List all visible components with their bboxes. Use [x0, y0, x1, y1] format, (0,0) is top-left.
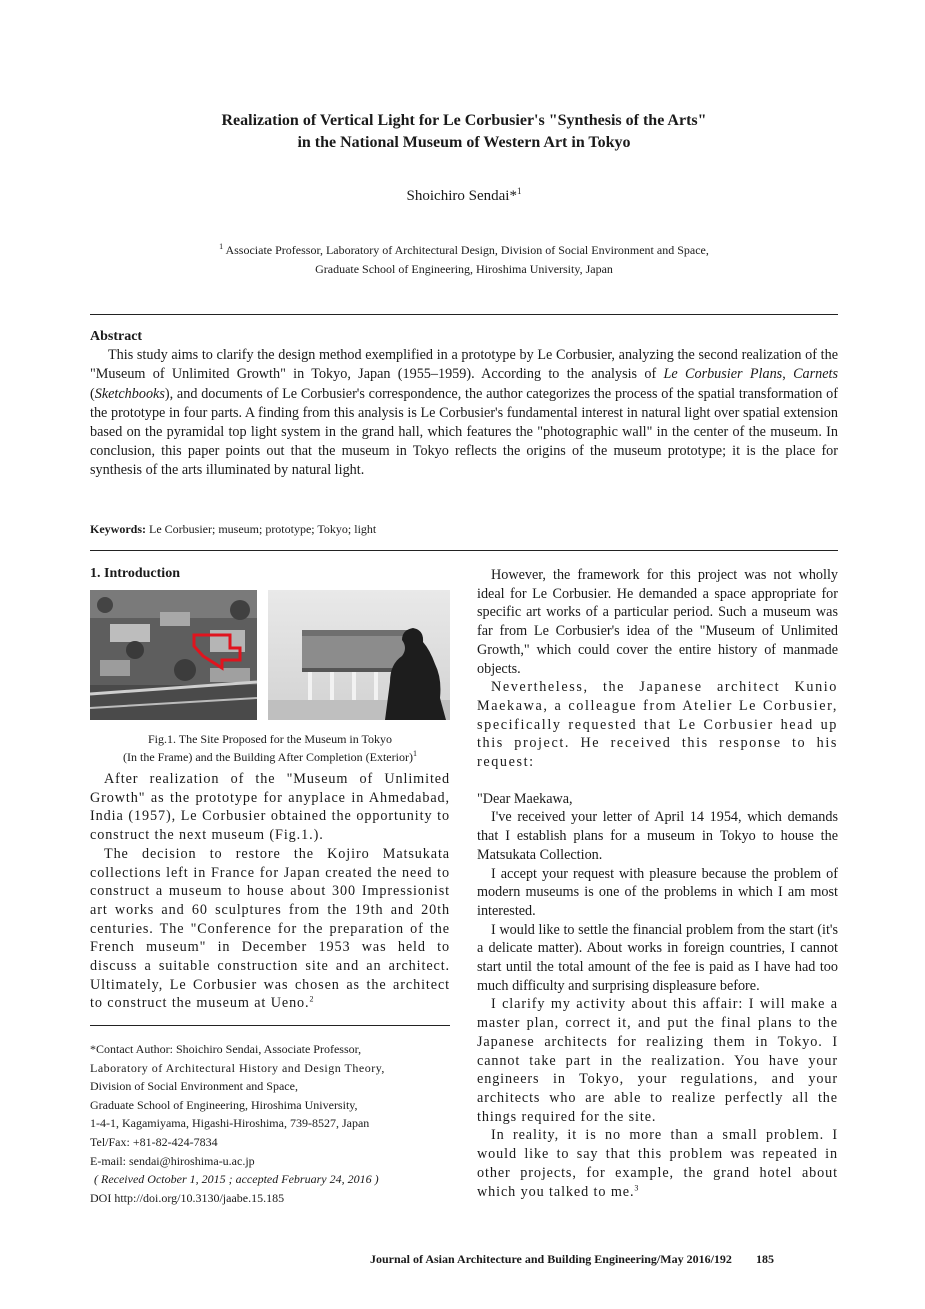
author-mark: 1: [516, 186, 522, 196]
right-paragraph-2: Nevertheless, the Japanese architect Kunio Maekawa, a colleague from Atelier Le Corbusier, specifically requested that Le Corbusier head up this project. He received this response to his request:: [477, 679, 838, 771]
letter-paragraph-1: I've received your letter of April 14 1954, which demands that I establish plans for a museum in Tokyo to house the Matsukata Collection.: [477, 809, 838, 863]
title-line-2: in the National Museum of Western Art in Tokyo: [297, 134, 631, 151]
figure-1-caption-line-2: (In the Frame) and the Building After Completion (Exterior): [123, 750, 413, 764]
footnote-line-5: 1-4-1, Kagamiyama, Higashi-Hiroshima, 739-8527, Japan: [90, 1116, 370, 1131]
footnote-line-6: Tel/Fax: +81-82-424-7834: [90, 1134, 218, 1149]
section-heading-introduction: 1. Introduction: [90, 566, 180, 581]
figure-1: [90, 590, 450, 720]
footer-journal: Journal of Asian Architecture and Building Engineering/May 2016/192: [370, 1252, 732, 1266]
affiliation-mark: 1: [219, 242, 224, 251]
figure-1-caption: [90, 730, 450, 766]
affiliation-line-2: Graduate School of Engineering, Hiroshima University, Japan: [315, 262, 613, 276]
left-column: [90, 770, 450, 1013]
divider-top: [90, 314, 838, 315]
page-footer: [370, 1252, 774, 1267]
footnote-received-dates: ( Received October 1, 2015 ; accepted February 24, 2016 ): [94, 1172, 379, 1187]
author-name: Shoichiro Sendai*: [406, 188, 517, 204]
left-paragraph-1: After realization of the "Museum of Unlimited Growth" as the prototype for anyplace in Ahmedabad, India (1957), Le Corbusier obtained the opportunity to construct the next museum (Fig.1.).: [90, 771, 450, 844]
paper-title: [90, 110, 838, 154]
figure-1-photos: [90, 590, 450, 720]
figure-1-caption-line-1: Fig.1. The Site Proposed for the Museum in Tokyo: [147, 732, 393, 746]
footnote-doi: DOI http://doi.org/10.3130/jaabe.15.185: [90, 1190, 285, 1205]
abstract-heading: Abstract: [90, 329, 143, 344]
abstract-body: This study aims to clarify the design method exemplified in a prototype by Le Corbusier, analyzing the second realization of the "Museum of Unlimited Growth" in Tokyo, Japan (1955–1959). According to the analysis of Le Corbusier Plans, Carnets (Sketchbooks), and documents of Le Corbusier's correspondence, the author categorizes the process of the spatial transformation of the prototype in four parts. A finding from this analysis is Le Corbusier's fundamental interest in natural light over spatial extension based on the pyramidal top light system in the grand hall, which features the "photographic wall" in the center of the museum. In conclusion, this paper points out that the museum in Tokyo reflects the origins of the museum prototype; it is the place for synthesis of the arts illuminated by natural light.: [90, 347, 838, 479]
abstract: [90, 327, 838, 481]
affiliation-line-1: Associate Professor, Laboratory of Architectural Design, Division of Social Environment and Space,: [225, 243, 709, 257]
footnote-line-1: *Contact Author: Shoichiro Sendai, Associate Professor,: [90, 1042, 362, 1056]
letter-paragraph-4: I clarify my activity about this affair: I will make a master plan, correct it, and put the final plans to the Japanese architects for realizing them in Tokyo. I cannot take part in the realization. You have your engineers in Tokyo, your regulations, and your architects who are able to realize perfectly all the things required for the site.: [477, 996, 838, 1125]
figure-1-caption-mark: 1: [412, 749, 417, 758]
keywords: [90, 522, 838, 537]
aerial-site-photo: [90, 590, 257, 720]
letter-paragraph-5: In reality, it is no more than a small problem. I would like to say that this problem was repeated in other projects, for example, the grand hotel about which you talked to me.$^3$: [477, 1127, 838, 1200]
exterior-photo: [268, 590, 450, 720]
affiliation: [90, 241, 838, 279]
footnote-line-7: E-mail: sendai@hiroshima-u.ac.jp: [90, 1153, 255, 1168]
footnote-line-2: Laboratory of Architectural History and Design Theory,: [90, 1060, 385, 1075]
left-paragraph-2: The decision to restore the Kojiro Matsukata collections left in France for Japan created the need to construct a museum to house about 300 Impressionist art works and 60 sculptures from the 19th and 20th centuries. The "Conference for the preparation of the French museum" in December 1953 was held to discuss a suitable construction site and an architect. Ultimately, Le Corbusier was chosen as the architect to construct the museum at Ueno.$^2$: [90, 845, 450, 1012]
footnote-divider: [90, 1025, 450, 1026]
footnote-line-3: Division of Social Environment and Space,: [90, 1079, 298, 1094]
author: [90, 188, 838, 205]
contact-footnote: [90, 1040, 450, 1207]
title-line-1: Realization of Vertical Light for Le Corbusier's "Synthesis of the Arts": [221, 112, 707, 129]
divider-keywords: [90, 550, 838, 551]
right-paragraph-1: However, the framework for this project was not wholly ideal for Le Corbusier. He demanded a space appropriate for specific art works of a particular period. Such a museum was far from Le Corbusier's idea of the "Museum of Unlimited Growth," which could cover the entire history of manmade objects.: [477, 567, 838, 677]
letter-paragraph-2: I accept your request with pleasure because the problem of modern museums is one of the problems in which I am most interested.: [477, 865, 838, 919]
footer-page-number: 185: [755, 1252, 774, 1266]
right-column: [477, 566, 838, 1201]
keywords-label: Keywords:: [90, 522, 146, 536]
footnote-line-4: Graduate School of Engineering, Hiroshima University,: [90, 1097, 358, 1112]
letter-salutation: "Dear Maekawa,: [477, 790, 573, 807]
letter-paragraph-3: I would like to settle the financial problem from the start (it's a delicate matter). About works in foreign countries, I cannot start until the total amount of the fee is paid as I have had too much difficulty and surprising displeasure before.: [477, 921, 838, 994]
keywords-text: Le Corbusier; museum; prototype; Tokyo; light: [149, 522, 377, 536]
